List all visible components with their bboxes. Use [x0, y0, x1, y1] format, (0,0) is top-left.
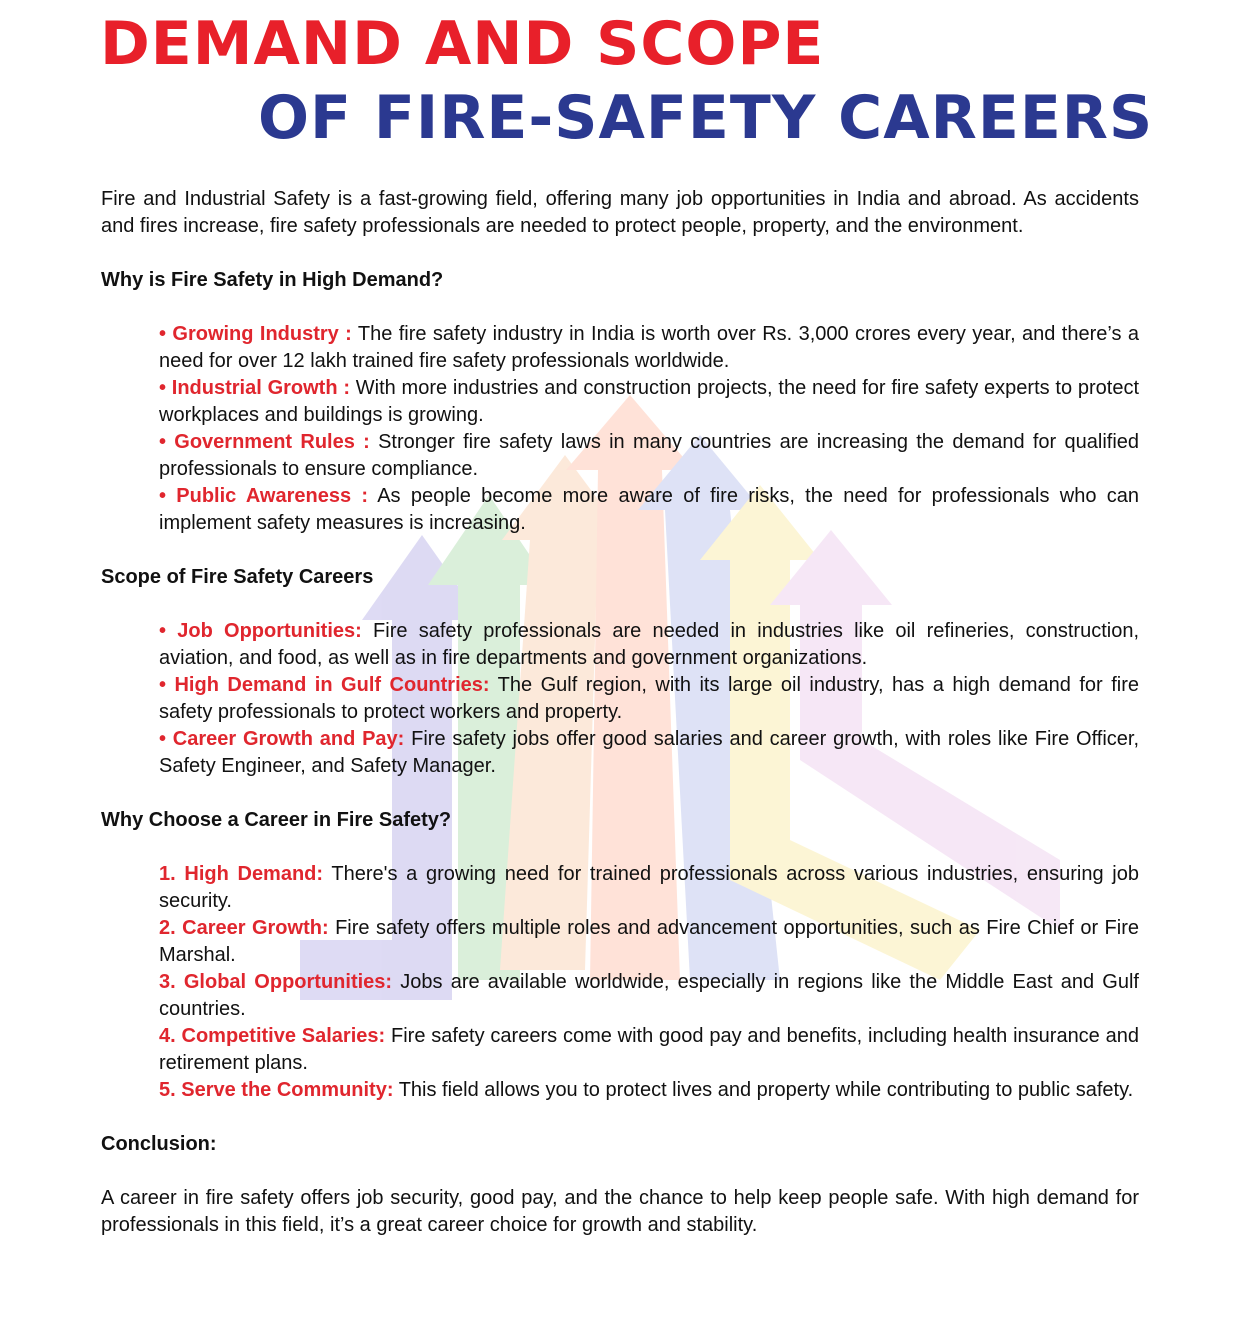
item-label: 2. Career Growth: — [159, 917, 329, 939]
list-item — [159, 969, 1139, 1023]
intro-paragraph: Fire and Industrial Safety is a fast-growing field, offering many job opportunities in India and abroad. As accidents and fires increase, fire safety professionals are needed to protect people, property, and the environment. — [101, 188, 1139, 237]
list-item — [159, 618, 1139, 672]
item-text: Jobs are available worldwide, especially in regions like the Middle East and Gulf countries. — [159, 971, 1139, 1020]
item-text: The fire safety industry in India is worth over Rs. 3,000 crores every year, and there’s a need for over 12 lakh trained fire safety professionals worldwide. — [159, 323, 1139, 372]
item-label: • High Demand in Gulf Countries: — [159, 674, 490, 696]
list-item — [159, 861, 1139, 915]
item-text: As people become more aware of fire risks, the need for professionals who can implement safety measures is increasing. — [159, 485, 1139, 534]
item-text: Fire safety careers come with good pay and benefits, including health insurance and retirement plans. — [159, 1025, 1139, 1074]
list-item — [159, 321, 1139, 375]
list-item — [159, 1077, 1139, 1104]
why-list — [159, 861, 1139, 1104]
item-text: With more industries and construction projects, the need for fire safety experts to protect workplaces and buildings is growing. — [159, 377, 1139, 426]
item-label: 4. Competitive Salaries: — [159, 1025, 386, 1047]
list-item — [159, 483, 1139, 537]
item-label: • Government Rules : — [159, 431, 370, 453]
item-text: Fire safety professionals are needed in industries like oil refineries, construction, aviation, and food, as well as in fire departments and government organizations. — [159, 620, 1140, 669]
section-heading-why: Why Choose a Career in Fire Safety? — [101, 809, 452, 831]
item-label: • Industrial Growth : — [159, 377, 350, 399]
section-heading-scope: Scope of Fire Safety Careers — [101, 566, 374, 588]
item-label: • Public Awareness : — [159, 485, 369, 507]
item-label: • Job Opportunities: — [159, 620, 362, 642]
list-item — [159, 375, 1139, 429]
list-item — [159, 1023, 1139, 1077]
item-label: 1. High Demand: — [159, 863, 324, 885]
item-text: This field allows you to protect lives and property while contributing to public safety. — [398, 1079, 1134, 1101]
scope-list — [159, 618, 1139, 780]
section-heading-conclusion: Conclusion: — [101, 1133, 217, 1155]
page-title-line-1: DEMAND AND SCOPE — [100, 9, 825, 79]
item-text: The Gulf region, with its large oil industry, has a high demand for fire safety professionals to protect workers and property. — [159, 674, 1139, 723]
demand-list — [159, 321, 1139, 537]
item-text: Fire safety offers multiple roles and advancement opportunities, such as Fire Chief or Fire Marshal. — [159, 917, 1140, 966]
item-label: • Growing Industry : — [159, 323, 352, 345]
list-item — [159, 726, 1139, 780]
list-item — [159, 915, 1139, 969]
article-body — [101, 186, 1139, 1239]
conclusion-paragraph: A career in fire safety offers job security, good pay, and the chance to help keep people safe. With high demand for professionals in this field, it’s a great career choice for growth and stability. — [101, 1187, 1139, 1236]
list-item — [159, 429, 1139, 483]
item-label: • Career Growth and Pay: — [159, 728, 405, 750]
item-label: 3. Global Opportunities: — [159, 971, 393, 993]
item-text: Fire safety jobs offer good salaries and career growth, with roles like Fire Officer, Safety Engineer, and Safety Manager. — [159, 728, 1139, 777]
item-text: Stronger fire safety laws in many countries are increasing the demand for qualified professionals to ensure compliance. — [159, 431, 1140, 480]
item-label: 5. Serve the Community: — [159, 1079, 394, 1101]
section-heading-demand: Why is Fire Safety in High Demand? — [101, 269, 444, 291]
list-item — [159, 672, 1139, 726]
page-title-line-2: OF FIRE-SAFETY CAREERS — [258, 83, 1154, 153]
item-text: There's a growing need for trained professionals across various industries, ensuring job security. — [159, 863, 1139, 912]
